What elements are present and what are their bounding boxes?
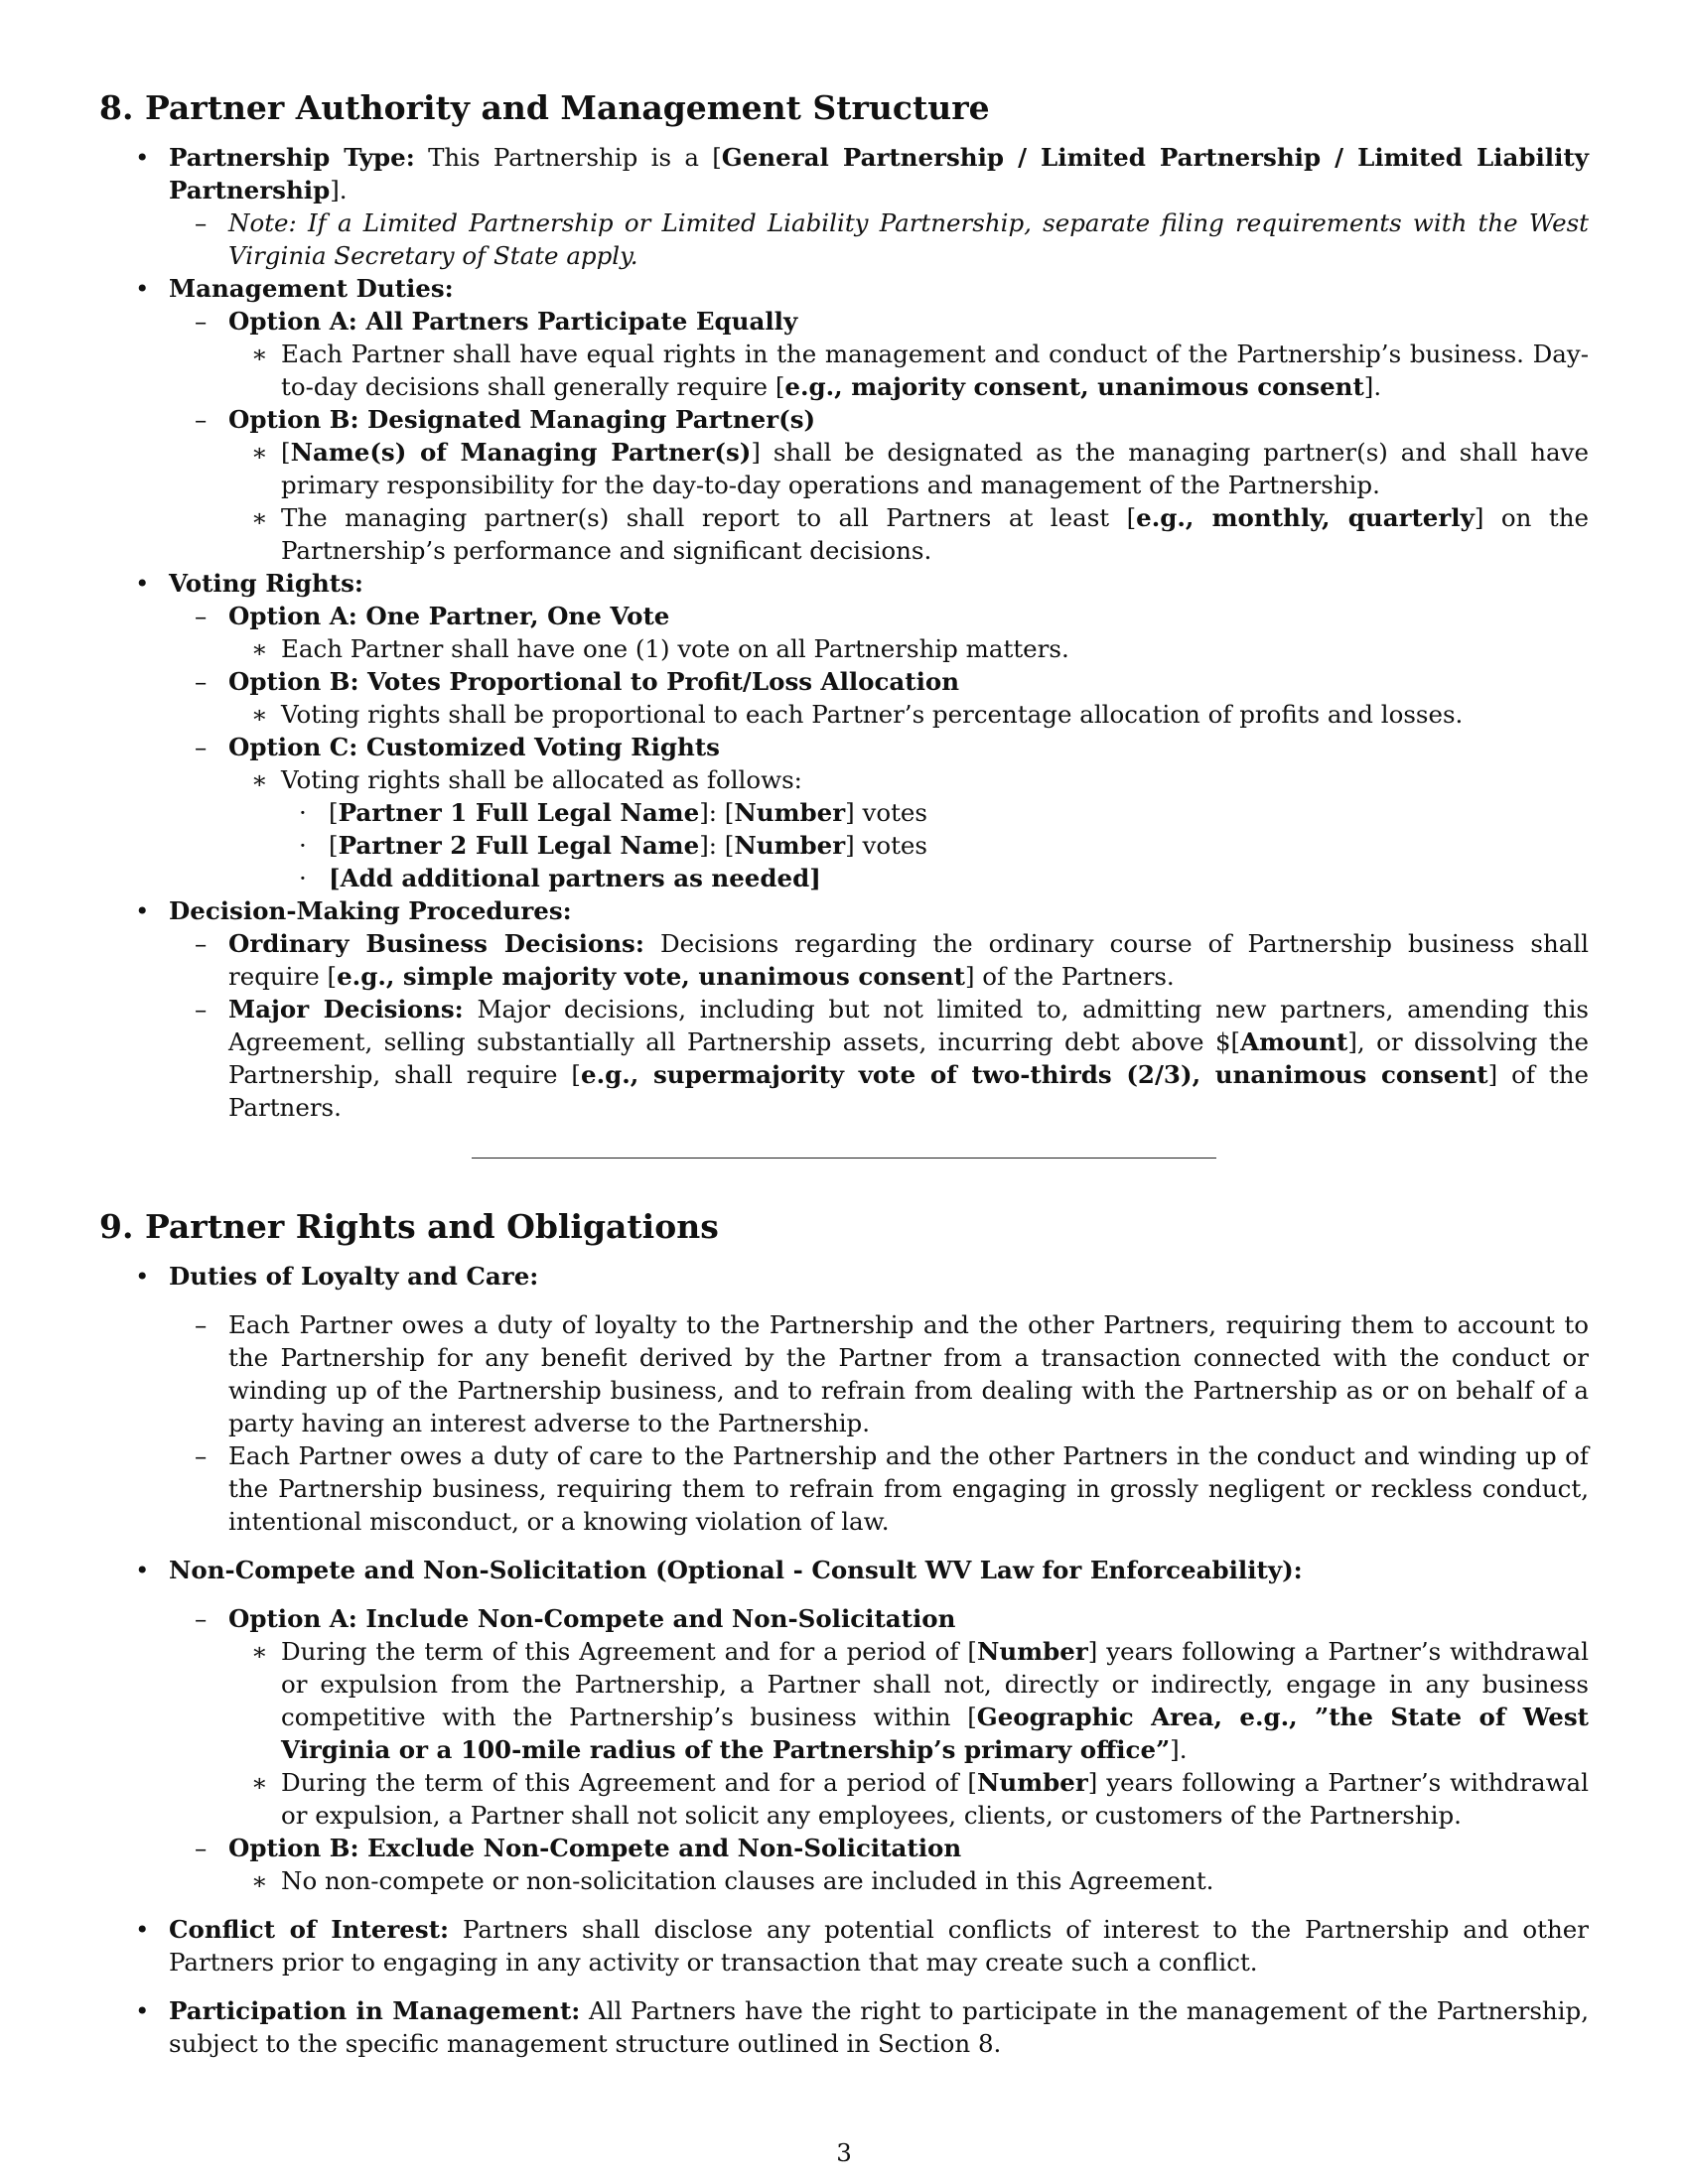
list-item-participation: • Participation in Management: All Partners have the right to participate in the management of the Partnership, subject to the specific management structure outlined in Section 8. [135,1996,1589,2058]
bullet-marker: • [135,896,150,925]
placeholder-field: e.g., simple majority vote, unanimous consent [337,962,965,991]
section-title: Partner Rights and Obligations [145,1207,719,1246]
option-item: ∗ No non-compete or non-solicitation clauses are included in this Agreement. [251,1866,1214,1895]
star-marker: ∗ [251,438,268,467]
section-9-list [99,1260,1589,2060]
option-item: ∗ During the term of this Agreement and for a period of [Number] years following a Partner’s withdrawal or expulsion from the Partnership, a Partner shall not, directly or indirectly, engage in any business competitive with the Partnership’s business within [Geographic Area, e.g., ”the State of West Virginia or a 100-mile radius of the Partnership’s primary office”]. [251,1637,1589,1764]
placeholder-field: Number [976,1768,1088,1797]
dot-marker: · [299,798,307,827]
option-heading: – Option A: All Partners Participate Equally [195,307,798,336]
duty-item: – Each Partner owes a duty of loyalty to the Partnership and the other Partners, requiring them to account to the Partnership for any benefit derived by the Partner from a transaction connected with the conduct or winding up of the Partnership business, and to refrain from dealing with the Partnership as or on behalf of a party having an interest adverse to the Partnership. [195,1310,1589,1437]
star-marker: ∗ [251,1866,268,1895]
placeholder-field: e.g., majority consent, unanimous consent [784,372,1364,401]
list-item-management-duties: • Management Duties: [135,274,454,303]
dash-marker: – [195,1310,208,1339]
bullet-marker: • [135,143,150,172]
list-item-decision-making: • Decision-Making Procedures: [135,896,572,925]
star-marker: ∗ [251,503,268,532]
page-content [99,85,1589,2060]
list-item-conflict-of-interest: • Conflict of Interest: Partners shall disclose any potential conflicts of interest to the Partnership and other Partners prior to engaging in any activity or transaction that may create such a conflict. [135,1915,1589,1977]
section-9-heading [99,1204,1589,1250]
dash-marker: – [195,995,208,1024]
section-title: Partner Authority and Management Structure [145,88,990,127]
placeholder-field: e.g., supermajority vote of two-thirds (2/3), unanimous consent [580,1060,1488,1089]
placeholder-field: Name(s) of Managing Partner(s) [290,438,752,467]
dot-marker: · [299,831,307,860]
placeholder-field: Partner 2 Full Legal Name [338,831,700,860]
star-marker: ∗ [251,765,268,794]
bullet-marker: • [135,1556,150,1584]
placeholder-field: e.g., monthly, quarterly [1136,503,1475,532]
dash-marker: – [195,208,208,237]
list-item-noncompete: • Non-Compete and Non-Solicitation (Optional - Consult WV Law for Enforceability): [135,1556,1303,1584]
placeholder-field: Amount [1240,1027,1348,1056]
dash-marker: – [195,667,208,696]
placeholder-field: Number [734,831,846,860]
bullet-marker: • [135,569,150,598]
placeholder-field: Number [734,798,846,827]
dot-marker: · [299,864,307,892]
option-item: ∗ Each Partner shall have equal rights in the management and conduct of the Partnership’s business. Day-to-day decisions shall generally require [e.g., majority consent, unanimous consent]. [251,340,1589,401]
option-item: ∗ Each Partner shall have one (1) vote on all Partnership matters. [251,634,1069,663]
option-item: ∗ The managing partner(s) shall report to all Partners at least [e.g., monthly, quarterly] on the Partnership’s performance and significant decisions. [251,503,1589,565]
star-marker: ∗ [251,340,268,368]
star-marker: ∗ [251,634,268,663]
bullet-marker: • [135,1996,150,2025]
option-item: ∗ Voting rights shall be allocated as follows: [251,765,802,794]
dash-marker: – [195,602,208,630]
dash-marker: – [195,405,208,434]
list-item-voting-rights: • Voting Rights: [135,569,363,598]
option-heading: – Option A: Include Non-Compete and Non-Solicitation [195,1604,956,1633]
dash-marker: – [195,1441,208,1470]
decision-item: – Major Decisions: Major decisions, including but not limited to, admitting new partners, amending this Agreement, selling substantially all Partnership assets, incurring debt above $[Amount], or dissolving the Partnership, shall require [e.g., supermajority vote of two-thirds (2/3), unanimous consent] of the Partners. [195,995,1589,1122]
duty-item: – Each Partner owes a duty of care to the Partnership and the other Partners in the conduct and winding up of the Partnership business, requiring them to refrain from engaging in grossly negligent or reckless conduct, intentional misconduct, or a knowing violation of law. [195,1441,1589,1536]
star-marker: ∗ [251,1637,268,1666]
option-item: ∗ [Name(s) of Managing Partner(s)] shall be designated as the managing partner(s) and shall have primary responsibility for the day-to-day operations and management of the Partnership. [251,438,1589,499]
note-item: – Note: If a Limited Partnership or Limited Liability Partnership, separate filing requirements with the West Virginia Secretary of State apply. [195,208,1589,270]
option-heading: – Option C: Customized Voting Rights [195,733,720,761]
dash-marker: – [195,1834,208,1862]
decision-item: – Ordinary Business Decisions: Decisions regarding the ordinary course of Partnership business shall require [e.g., simple majority vote, unanimous consent] of the Partners. [195,929,1589,991]
placeholder-field: Number [976,1637,1088,1666]
star-marker: ∗ [251,1768,268,1797]
placeholder-field: Geographic Area, e.g., ”the State of West Virginia or a 100-mile radius of the Partnership’s primary office” [281,1703,1589,1764]
list-item-duties: • Duties of Loyalty and Care: [135,1262,539,1291]
option-heading: – Option B: Votes Proportional to Profit/Loss Allocation [195,667,960,696]
placeholder-field: Add additional partners as needed [340,864,810,892]
page-number: 3 [836,2138,852,2167]
placeholder-field: Partner 1 Full Legal Name [338,798,700,827]
section-8-heading [99,85,1589,131]
dash-marker: – [195,929,208,958]
placeholder-field: General Partnership / Limited Partnership / Limited Liability Partnership [169,143,1589,205]
star-marker: ∗ [251,700,268,729]
option-heading: – Option B: Exclude Non-Compete and Non-Solicitation [195,1834,962,1862]
dash-marker: – [195,733,208,761]
bullet-marker: • [135,1915,150,1944]
bullet-marker: • [135,274,150,303]
option-heading: – Option B: Designated Managing Partner(s) [195,405,816,434]
section-number: 8. [99,88,134,127]
option-heading: – Option A: One Partner, One Vote [195,602,670,630]
section-number: 9. [99,1207,134,1246]
option-item: ∗ Voting rights shall be proportional to each Partner’s percentage allocation of profits and losses. [251,700,1464,729]
option-item: ∗ During the term of this Agreement and for a period of [Number] years following a Partner’s withdrawal or expulsion, a Partner shall not solicit any employees, clients, or customers of the Partnership. [251,1768,1589,1830]
list-item-partnership-type: • Partnership Type: This Partnership is a [General Partnership / Limited Partnership / Limited Liability Partnership]. [135,143,1589,205]
voting-allocation-row: · [Partner 1 Full Legal Name]: [Number] votes [299,798,928,827]
voting-allocation-row: · [Partner 2 Full Legal Name]: [Number] votes [299,831,928,860]
section-8-list [99,141,1589,1124]
bullet-marker: • [135,1262,150,1291]
dash-marker: – [195,307,208,336]
voting-allocation-row: · [Add additional partners as needed] [299,864,821,892]
dash-marker: – [195,1604,208,1633]
